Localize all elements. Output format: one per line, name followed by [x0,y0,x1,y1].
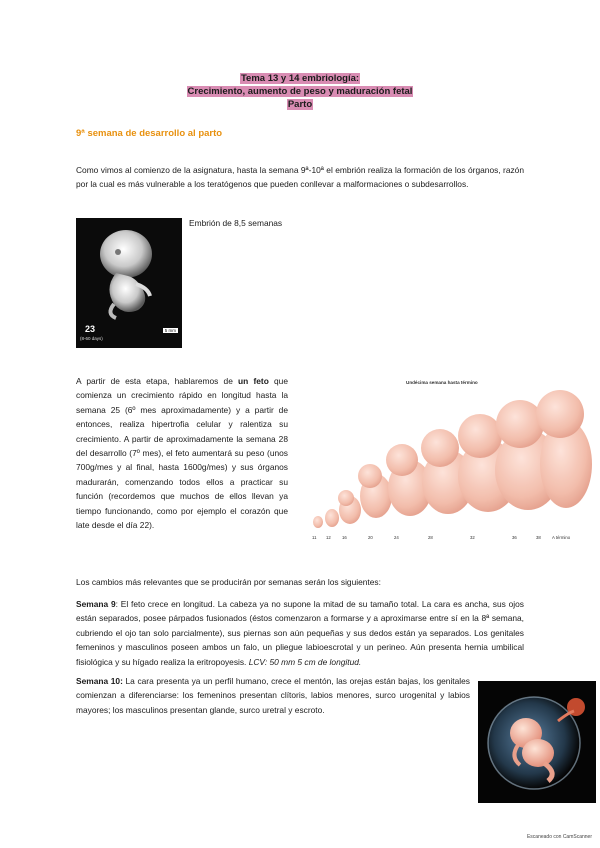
fetus-term: un feto [238,376,269,386]
fetus-text-before: A partir de esta etapa, hablaremos de [76,376,239,386]
week-10-label: Semana 10: [76,676,123,686]
week-label: A término [552,535,571,540]
fetus-illustration [478,681,596,803]
fetal-growth-figure [298,376,594,544]
week-label: 16 [342,535,347,540]
week-label: 36 [512,535,517,540]
week-10-paragraph [76,674,470,717]
scanner-footer: Escaneado con CamScanner [526,834,592,840]
embryo-photo [76,218,182,348]
changes-intro: Los cambios más relevantes que se producirán por semanas serán los siguientes: [76,577,381,587]
document-title [0,72,600,111]
section-heading: 9ª semana de desarrollo al parto [76,128,223,139]
title-line-1: Tema 13 y 14 embriología: [240,73,360,84]
week-label: 32 [470,535,475,540]
week-9-paragraph [76,597,524,669]
title-line-3: Parto [287,99,313,110]
growth-figure-title: Undécima semana hasta término [406,380,478,385]
embryo-stage-number: 23 [85,324,96,334]
week-9-length: LCV: 50 mm 5 cm de longitud. [248,656,362,667]
week-label: 20 [368,535,373,540]
fetus-paragraph [76,374,288,532]
title-line-2: Crecimiento, aumento de peso y maduración fetal [187,86,413,97]
week-label: 28 [428,535,433,540]
embryo-days-label: (8-60 days) [80,336,103,341]
week-label: 12 [326,535,331,540]
intro-paragraph: Como vimos al comienzo de la asignatura, hasta la semana 9ª-10ª el embrión realiza la formación de los órganos, razón por la cual es más vulnerable a los teratógenos que pueden conllevar a malformaciones o subdesarrollos. [76,165,524,190]
fetus-text-after: que comienza un crecimiento rápido en longitud hasta la semana 25 (6º mes aproximadamente) y a partir de entonces, realiza hipertrofia celular y ralentiza su crecimiento. A partir de aproximadamente la semana 28 del desarrollo (7º mes), el feto aumentará su peso (unos 700g/mes y al final, hasta 1600g/mes) y sus órganos madurarán, comenzando todos ellos a practicar su función (recordemos que muchos de ellos llevan ya tiempo funcionando, como por ejemplo el corazón que late desde el día 22). [76,376,288,531]
fetal-growth-illustration [298,376,594,544]
week-label: 11 [312,535,317,540]
embryo-caption: Embrión de 8,5 semanas [189,218,283,228]
week-10-text: La cara presenta ya un perfil humano, crece el mentón, las orejas están bajas, los genitales comienzan a diferenciarse: los femeninos presentan clítoris, labios menores, surco urogenital y labios mayores; los masculinos presentan glande, surco uretral y escroto. [76,676,470,715]
week-9-text: : El feto crece en longitud. La cabeza ya no supone la mitad de su tamaño total. La cara es ancha, sus ojos están separados, posee párpados fusionados (éstos comenzaron a formarse y a aproximarse entre sí en la 8ª semana, cubriendo el ojo tan solo parcialmente), sus piernas son aún pequeñas y sus dedos están ya separados. Los genitales femeninos y masculinos poseen ambos un falo, un pliegue labioescrotal y un perineo. Aún presenta hernia umbilical fisiológica y su hígado realiza la eritropoyesis. [76,599,524,667]
week-label: 38 [536,535,541,540]
embryo-scale-bar: 5 mm [164,328,176,333]
week-label: 24 [394,535,399,540]
week-9-label: Semana 9 [76,599,116,609]
fetus-photo [478,681,596,803]
